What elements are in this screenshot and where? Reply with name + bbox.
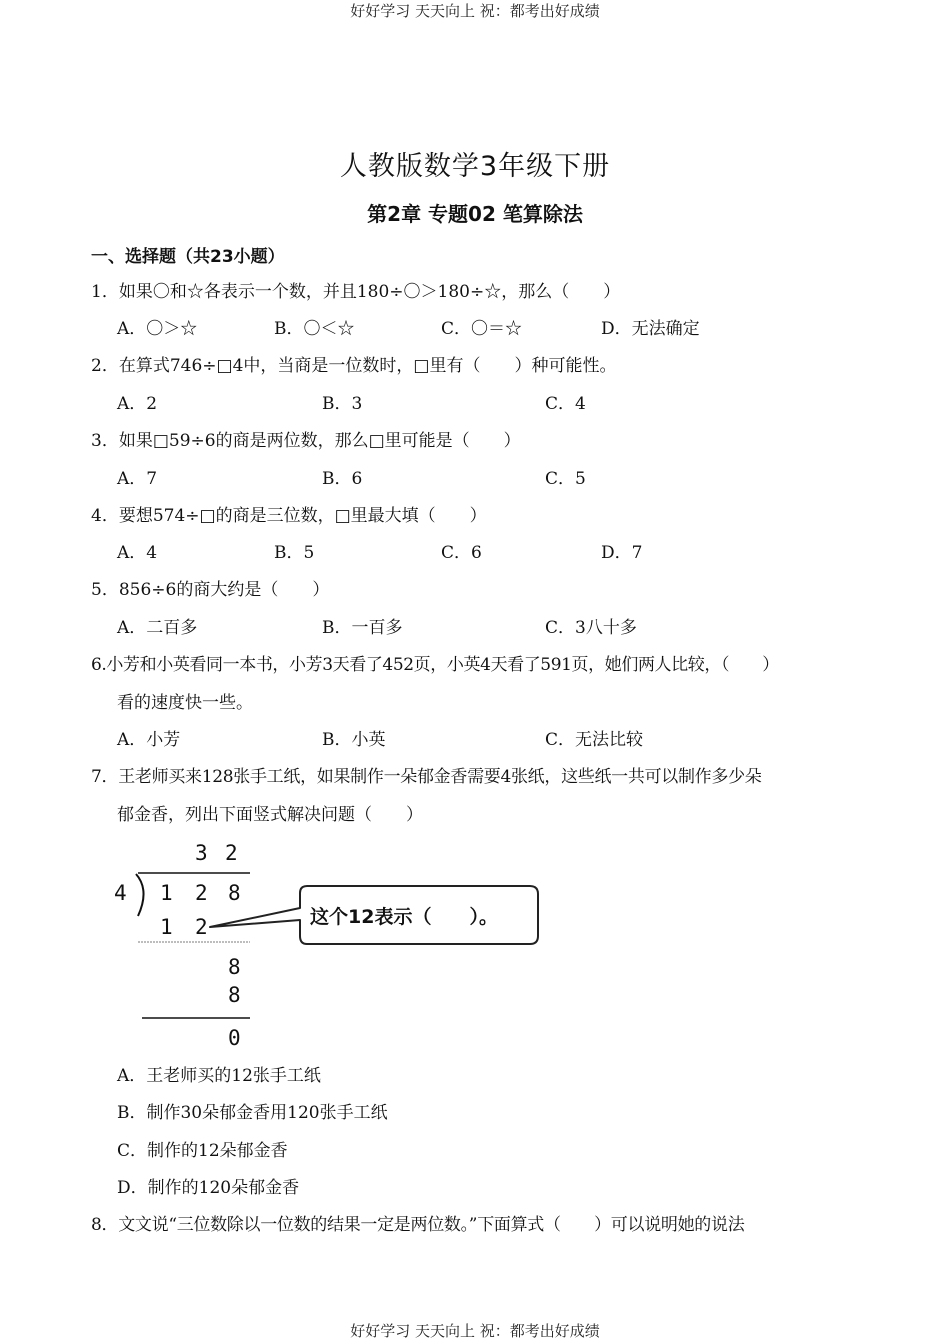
page-footer: 好好学习 天天向上 祝：都考出好成绩 — [350, 1322, 600, 1340]
dividend-digit: 2 — [195, 881, 208, 905]
q2-option-c: C．4 — [545, 394, 586, 414]
document-subtitle: 第2章 专题02 笔算除法 — [367, 202, 583, 226]
document-title: 人教版数学3年级下册 — [339, 151, 611, 182]
division-bracket — [136, 874, 144, 916]
q5-option-c: C．3八十多 — [545, 618, 637, 638]
q7-option-d: D．制作的120朵郁金香 — [117, 1178, 300, 1198]
callout-text: 这个12表示（ ）。 — [310, 906, 498, 928]
section-heading: 一、选择题（共23小题） — [91, 247, 285, 267]
dividend-digit: 8 — [228, 881, 241, 905]
remainder: 0 — [228, 1026, 241, 1050]
question-7: 7．王老师买来128张手工纸，如果制作一朵郁金香需要4张纸，这些纸一共可以制作多少朵 — [91, 767, 762, 787]
question-1: 1．如果〇和☆各表示一个数，并且180÷〇＞180÷☆，那么（ ） — [91, 282, 621, 302]
q4-option-b: B．5 — [274, 543, 315, 563]
q3-option-a: A．7 — [117, 469, 158, 489]
q2-option-b: B．3 — [322, 394, 363, 414]
q1-option-d: D．无法确定 — [601, 319, 700, 339]
page-header: 好好学习 天天向上 祝：都考出好成绩 — [350, 2, 600, 20]
q4-option-d: D．7 — [601, 543, 643, 563]
q6-option-c: C．无法比较 — [545, 730, 644, 750]
q1-option-b: B．〇＜☆ — [274, 319, 355, 339]
q7-option-a: A．王老师买的12张手工纸 — [117, 1066, 321, 1086]
q1-option-c: C．〇＝☆ — [441, 319, 523, 339]
q6-option-a: A．小芳 — [117, 730, 181, 750]
product-digit: 1 — [160, 915, 173, 939]
q4-option-c: C．6 — [441, 543, 482, 563]
quotient-digit: 2 — [225, 841, 238, 865]
bring-down-digit: 8 — [228, 955, 241, 979]
question-3: 3．如果□59÷6的商是两位数，那么□里可能是（ ） — [91, 431, 521, 451]
dividend-digit: 1 — [160, 881, 173, 905]
q5-option-a: A．二百多 — [117, 618, 198, 638]
q4-option-a: A．4 — [117, 543, 158, 563]
q7-option-b: B．制作30朵郁金香用120张手工纸 — [117, 1103, 388, 1123]
q1-option-a: A．〇＞☆ — [117, 319, 198, 339]
question-7-continued: 郁金香，列出下面竖式解决问题（ ） — [117, 805, 423, 825]
question-4: 4．要想574÷□的商是三位数，□里最大填（ ） — [91, 506, 487, 526]
divisor: 4 — [114, 881, 127, 905]
product-digit: 8 — [228, 983, 241, 1007]
q6-option-b: B．小英 — [322, 730, 386, 750]
q3-option-c: C．5 — [545, 469, 586, 489]
question-6: 6.小芳和小英看同一本书，小芳3天看了452页，小英4天看了591页，她们两人比较，（ ） — [91, 655, 779, 675]
question-2: 2．在算式746÷□4中，当商是一位数时，□里有（ ）种可能性。 — [91, 356, 617, 376]
q7-option-c: C．制作的12朵郁金香 — [117, 1141, 288, 1161]
question-8: 8．文文说“三位数除以一位数的结果一定是两位数。”下面算式（ ）可以说明她的说法 — [91, 1215, 745, 1235]
q3-option-b: B．6 — [322, 469, 363, 489]
q2-option-a: A．2 — [117, 394, 158, 414]
quotient-digit: 3 — [195, 841, 208, 865]
question-5: 5．856÷6的商大约是（ ） — [91, 580, 330, 600]
product-digit: 2 — [195, 915, 208, 939]
q5-option-b: B．一百多 — [322, 618, 403, 638]
question-6-continued: 看的速度快一些。 — [117, 693, 253, 713]
long-division-figure — [110, 838, 550, 1053]
